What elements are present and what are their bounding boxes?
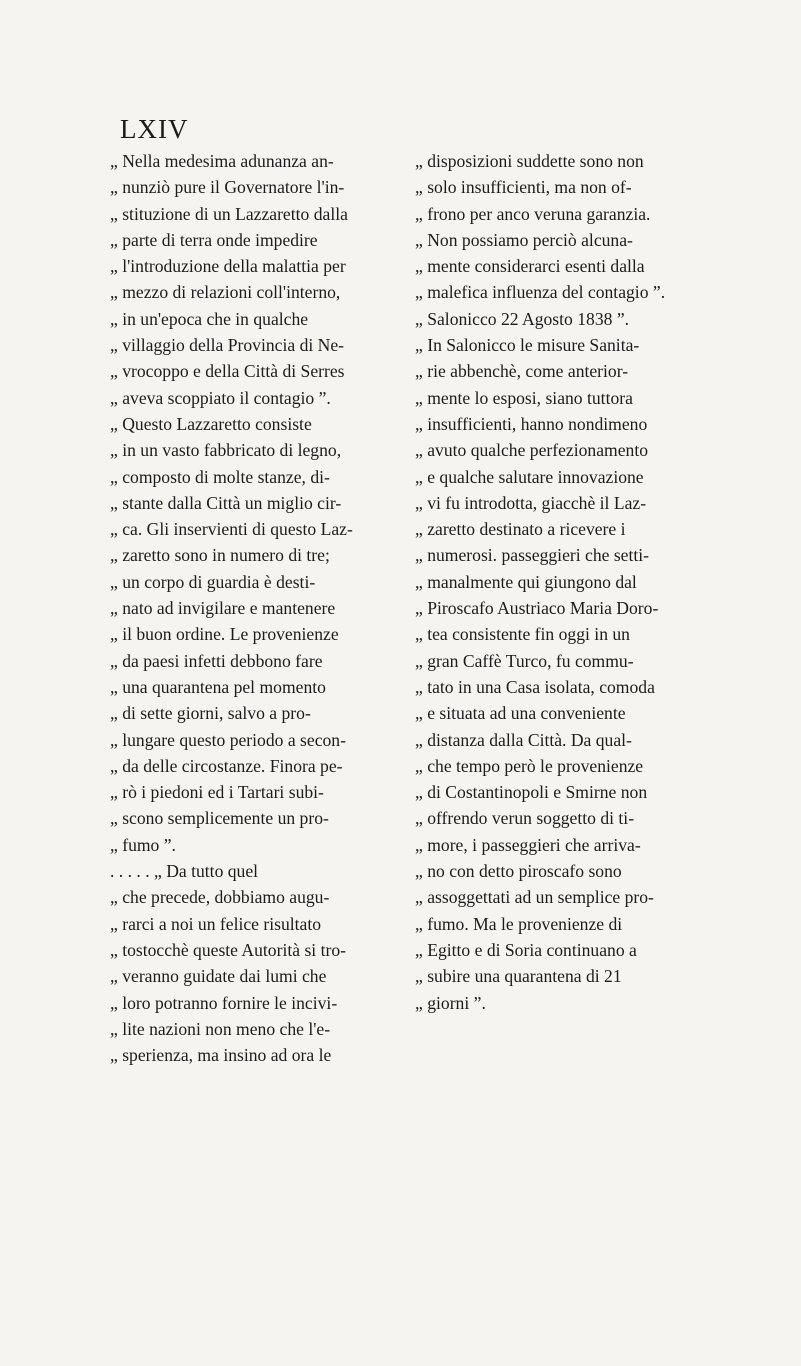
text-line: „ In Salonicco le misure Sanita- [415,335,640,356]
text-line: „ vi fu introdotta, giacchè il Laz- [415,492,647,513]
text-column-right [415,148,710,1016]
text-line: „ malefica influenza del contagio ”. [415,282,666,303]
page-number: LXIV [120,114,189,144]
text-line: „ fumo ”. [110,834,176,855]
text-line: „ tato in una Casa isolata, comoda [415,676,655,697]
text-line: „ e situata ad una conveniente [415,703,626,724]
text-line: „ loro potranno fornire le incivi- [110,992,338,1013]
text-line: „ Egitto e di Soria continuano a [415,939,637,960]
text-line: „ di sette giorni, salvo a pro- [110,703,311,724]
text-line: „ veranno guidate dai lumi che [110,966,327,987]
text-line: „ frono per anco veruna garanzia. [415,203,651,224]
text-line: „ stante dalla Città un miglio cir- [110,492,342,513]
text-line: „ di Costantinopoli e Smirne non [415,782,648,803]
text-line: . . . . . „ Da tutto quel [110,861,259,882]
text-line: „ rò i piedoni ed i Tartari subi- [110,782,324,803]
text-line: „ un corpo di guardia è desti- [110,571,316,592]
text-line: „ zaretto sono in numero di tre; [110,545,330,566]
text-line: „ nato ad invigilare e mantenere [110,598,336,619]
text-line: „ solo insufficienti, ma non of- [415,177,632,198]
text-line: „ ca. Gli inservienti di questo Laz- [110,519,353,540]
text-line: „ composto di molte stanze, di- [110,466,330,487]
text-line: „ mente considerarci esenti dalla [415,256,645,277]
text-line: „ assoggettati ad un semplice pro- [415,887,654,908]
text-line: „ mezzo di relazioni coll'interno, [110,282,341,303]
text-line: „ no con detto piroscafo sono [415,861,622,882]
text-line: „ gran Caffè Turco, fu commu- [415,650,634,671]
text-line: „ numerosi. passeggieri che setti- [415,545,650,566]
text-line: „ more, i passeggieri che arriva- [415,834,641,855]
text-line: „ Questo Lazzaretto consiste [110,413,312,434]
text-line: „ lungare questo periodo a secon- [110,729,346,750]
text-line: „ l'introduzione della malattia per [110,256,346,277]
text-line: „ da delle circostanze. Finora pe- [110,755,343,776]
text-line: „ sperienza, ma insino ad ora le [110,1045,332,1066]
text-line: „ fumo. Ma le provenienze di [415,913,623,934]
text-line: „ manalmente qui giungono dal [415,571,637,592]
text-line: „ stituzione di un Lazzaretto dalla [110,203,348,224]
text-line: „ una quarantena pel momento [110,676,326,697]
text-line: „ in un'epoca che in qualche [110,308,309,329]
text-line: „ Non possiamo perciò alcuna- [415,229,633,250]
text-line: „ Nella medesima adunanza an- [110,151,334,171]
text-line: „ zaretto destinato a ricevere i [415,519,626,540]
text-line: „ distanza dalla Città. Da qual- [415,729,632,750]
text-line: „ tea consistente fin oggi in un [415,624,630,645]
text-line: „ lite nazioni non meno che l'e- [110,1018,331,1039]
text-line: „ e qualche salutare innovazione [415,466,644,487]
text-line: „ che precede, dobbiamo augu- [110,887,330,908]
text-line: „ avuto qualche perfezionamento [415,440,649,461]
text-line: „ che tempo però le provenienze [415,755,644,776]
text-line: „ scono semplicemente un pro- [110,808,329,829]
text-line: „ tostocchè queste Autorità si tro- [110,939,346,960]
text-line: „ nunziò pure il Governatore l'in- [110,177,345,198]
text-line: „ rie abbenchè, come anterior- [415,361,629,382]
text-line: „ insufficienti, hanno nondimeno [415,413,648,434]
text-line: „ giorni ”. [415,992,486,1013]
text-line: „ mente lo esposi, siano tuttora [415,387,633,408]
text-line: „ vrocoppo e della Città di Serres [110,361,345,382]
text-column-left [110,148,400,1068]
text-line: „ villaggio della Provincia di Ne- [110,335,345,356]
text-line: „ aveva scoppiato il contagio ”. [110,387,331,408]
text-line: „ rarci a noi un felice risultato [110,913,322,934]
text-line: „ disposizioni suddette sono non [415,151,644,171]
text-line: „ Salonicco 22 Agosto 1838 ”. [415,308,630,329]
text-line: „ parte di terra onde impedire [110,229,318,250]
text-line: „ in un vasto fabbricato di legno, [110,440,342,461]
text-line: „ offrendo verun soggetto di ti- [415,808,635,829]
text-line: „ subire una quarantena di 21 [415,966,622,987]
text-line: „ Piroscafo Austriaco Maria Doro- [415,598,659,619]
text-line: „ da paesi infetti debbono fare [110,650,323,671]
text-line: „ il buon ordine. Le provenienze [110,624,339,645]
